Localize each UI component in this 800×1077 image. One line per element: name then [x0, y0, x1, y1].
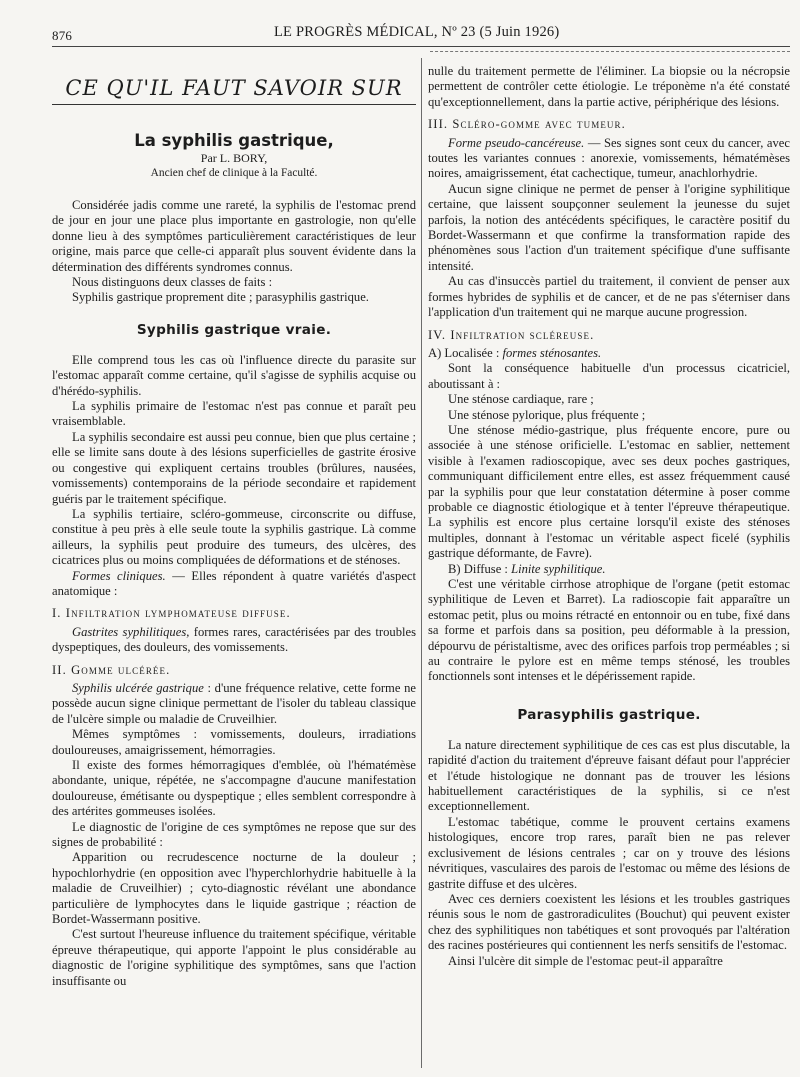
body-paragraph: Elle comprend tous les cas où l'influence directe du parasite sur l'estomac apparaît comme certaine, qu'il s'agisse de syphilis acquise ou d'hérédo-syphilis.: [52, 352, 416, 398]
text-run: A) Localisée :: [428, 345, 503, 360]
intro-paragraph: Syphilis gastrique proprement dite ; parasyphilis gastrique.: [72, 290, 369, 305]
body-paragraph: Au cas d'insuccès partiel du traitement, il convient de penser aux formes hybrides de syphilis et de cancer, et de ne pas s'éterniser dans l'application d'un traitement qui ne marque aucune progression.: [428, 274, 790, 320]
body-paragraph: La nature directement syphilitique de ces cas est plus discutable, la rapidité d'action du traitement d'épreuve faisant défaut pour l'apprécier et l'étude histologique ne donnant pas de trouver les lésions habituellement caractéristiques de la syphilis, si ce n'est exceptionnellement.: [428, 737, 790, 814]
body-paragraph: Il existe des formes hémorragiques d'emblée, où l'hématémèse abondante, unique, répétée, ne s'accompagne d'aucune manifestation douloureuse, émétisante ou dyspeptique ; elles semblent correspondre à des artérites gommeuses isolées.: [52, 758, 416, 819]
page-number: 876: [52, 28, 73, 43]
article-title: La syphilis gastrique,: [134, 131, 334, 150]
list-item: Une sténose pylorique, plus fréquente ;: [448, 407, 646, 422]
body-paragraph: La syphilis tertiaire, scléro-gommeuse, circonscrite ou diffuse, constitue à peu près à elle seule toute la syphilis gastrique. Là comme ailleurs, la syphilis peut produire des tumeurs, des ulcères, des cicatrices plus ou moins compliquées de déformations et de sténoses.: [52, 506, 416, 568]
body-paragraph: Apparition ou recrudescence nocturne de la douleur ; hypochlorhydrie (en opposition avec l'hyperchlorhydrie habituelle à la maladie de Cruveilhier) ; cyto-diagnostic révélant une abondance particulière de lymphocytes dans le liquide gastrique ; réaction de Bordet-Wassermann positive.: [52, 850, 416, 927]
italic-run: formes sténosantes.: [502, 345, 602, 360]
body-paragraph: La syphilis secondaire est aussi peu connue, bien que plus certaine ; elle se limite sans doute à des lésions superficielles de gastrite érosive ou congestive qui expliquent certains troubles (brûlures, nausées, vomissements) contemporains de la période secondaire et rapidement guéris par le traitement spécifique.: [52, 429, 416, 506]
intro-paragraph: Considérée jadis comme une rareté, la syphilis de l'estomac prend de jour en jour une place plus importante en gastrologie, non qu'elle donne lieu à des symptômes particulièrement caractéristiques de leur origine, mais parce que celle-ci apparaît plus souvent évidente dans la détermination des différents syndromes connus.: [52, 198, 416, 274]
running-header: [52, 20, 790, 44]
italic-run: Syphilis ulcérée gastrique: [72, 680, 204, 695]
subheading-forme-1: I. Infiltration lymphomateuse diffuse.: [52, 606, 291, 621]
body-paragraph: Ainsi l'ulcère dit simple de l'estomac peut-il apparaître: [448, 953, 723, 968]
byline-prefix: Par: [200, 151, 217, 165]
body-paragraph: [428, 346, 790, 361]
intro-paragraph: Nous distinguons deux classes de faits :: [72, 275, 273, 290]
body-paragraph: [52, 625, 416, 656]
column-divider: [421, 58, 422, 1068]
body-paragraph: [428, 136, 790, 182]
body-paragraph: C'est une véritable cirrhose atrophique de l'organe (petit estomac syphilitique de Leven et Barret). La radioscopie fait apparaître un estomac petit, plus ou moins rétracté en entonnoir ou en tube, fixé dans sa forme et parfois dans sa position, peu déformable à la pression, dépourvu de péristaltisme, avec des orifices parfois trop perméables ; si au contraire le pylore est en même temps sténosé, les troubles fonctionnels sont intenses et le dépérissement rapide.: [428, 577, 790, 684]
body-paragraph: [52, 569, 416, 600]
body-paragraph-continued: C'est surtout l'heureuse influence du traitement spécifique, véritable épreuve thérapeutique, qui apporte l'appoint le plus considérable au diagnostic de l'origine syphilitique des symptômes, sans que l'action insuffisante ou: [52, 927, 416, 988]
italic-run: Gastrites syphilitiques,: [72, 624, 190, 639]
body-paragraph: Sont la conséquence habituelle d'un processus cicatriciel, aboutissant à :: [428, 361, 790, 391]
right-column: [428, 64, 790, 969]
header-rule: [52, 46, 790, 47]
body-paragraph: Une sténose médio-gastrique, plus fréquente encore, pure ou associée à une sténose orificielle. L'estomac en sablier, nettement visible à l'examen radioscopique, avec ses deux poches gastriques, communiquant difficilement entre elles, est assez fréquemment causé par la syphilis pour que leur constatation détermine à poser comme probable ce diagnostic étiologique et à tenter l'épreuve thérapeutique. La syphilis est encore plus certaine lorsqu'il existe des sténoses multiples, donnant à l'estomac un véritable aspect ficelé (syphilis gastrique déformante, de Favre).: [428, 422, 790, 561]
subheading-forme-4: IV. Infiltration scléreuse.: [428, 327, 595, 342]
author-affiliation: Ancien chef de clinique à la Faculté.: [150, 167, 318, 179]
body-paragraph: Le diagnostic de l'origine de ces symptômes ne repose que sur des signes de probabilité :: [52, 819, 416, 850]
author-name: L. BORY,: [219, 151, 268, 165]
text-run: : d'une fréquence relative, cette forme ne possède aucun signe clinique permettant de l'isoler du tableau classique de l'ulcère simple ou maladie de Cruveilhier.: [52, 680, 416, 726]
continued-paragraph: nulle du traitement permette de l'éliminer. La biopsie ou la nécropsie permettent de contrôler cette étiologie. Le tréponème n'a été constaté qu'exceptionnellement, dans la partie active, périphérique des lésions.: [428, 64, 790, 109]
subheading-forme-3: III. Scléro-gomme avec tumeur.: [428, 117, 626, 132]
journal-title: LE PROGRÈS MÉDICAL, Nº 23 (5 Juin 1926): [274, 24, 560, 40]
italic-run: Formes cliniques.: [72, 568, 166, 583]
italic-run: Linite syphilitique.: [511, 561, 606, 576]
body-paragraph: Aucun signe clinique ne permet de penser à l'origine syphilitique certaine, que laissent soupçonner seulement la jeunesse du sujet parfois, la notion des antécédents spécifiques, le caractère positif du Bordet-Wassermann et que confirme la transformation rapide des phénomènes sous l'action d'un traitement spécifique d'une suffisante intensité.: [428, 181, 790, 273]
body-paragraph: Mêmes symptômes : vomissements, douleurs, irradiations douloureuses, amaigrissement, hémorragies.: [52, 727, 416, 757]
body-paragraph: [428, 562, 790, 577]
text-run: formes rares, caractérisées par des troubles dyspeptiques, des douleurs, des vomissements.: [52, 624, 416, 655]
body-paragraph: L'estomac tabétique, comme le prouvent certains examens histologiques, encore trop rares, paraît bien ne pas relever exclusivement de lésions centrales ; car on y trouve des lésions névritiques, vasculaires des parois de l'estomac ou même des lésions de gastrite diffuse et des ulcères.: [428, 814, 790, 891]
subheading-forme-2: II. Gomme ulcérée.: [52, 662, 171, 677]
byline: [52, 151, 416, 166]
left-column: [52, 64, 416, 989]
header-rule-secondary: [430, 51, 790, 54]
body-paragraph: Avec ces derniers coexistent les lésions et les troubles gastriques réunis sous le nom de gastroradiculites (Bouchut) qui peuvent exister chez des syphilitiques non tabétiques et sont provoqués par l'altération des racines postérieures qui contiennent les nerfs sensitifs de l'estomac.: [428, 891, 790, 953]
section-heading-vraie: Syphilis gastrique vraie.: [136, 321, 332, 338]
rubric-title: CE QU'IL FAUT SAVOIR SUR: [52, 74, 416, 105]
text-run: — Ses signes sont ceux du cancer, avec toutes les variantes connues : anorexie, vomissements, hématémèses noires, amaigrissement, état cachectique, tumeur, anachlorhydrie.: [428, 135, 790, 181]
text-run: — Elles répondent à quatre variétés d'aspect anatomique :: [52, 568, 417, 598]
section-heading-parasyphilis: Parasyphilis gastrique.: [517, 706, 701, 723]
italic-run: Forme pseudo-cancéreuse.: [448, 135, 585, 150]
body-paragraph: La syphilis primaire de l'estomac n'est pas connue et paraît peu vraisemblable.: [52, 399, 416, 429]
text-run: B) Diffuse :: [448, 561, 512, 576]
body-paragraph: [52, 681, 416, 727]
list-item: Une sténose cardiaque, rare ;: [448, 392, 594, 407]
article-title-text: La syphilis gastrique: [134, 131, 328, 150]
